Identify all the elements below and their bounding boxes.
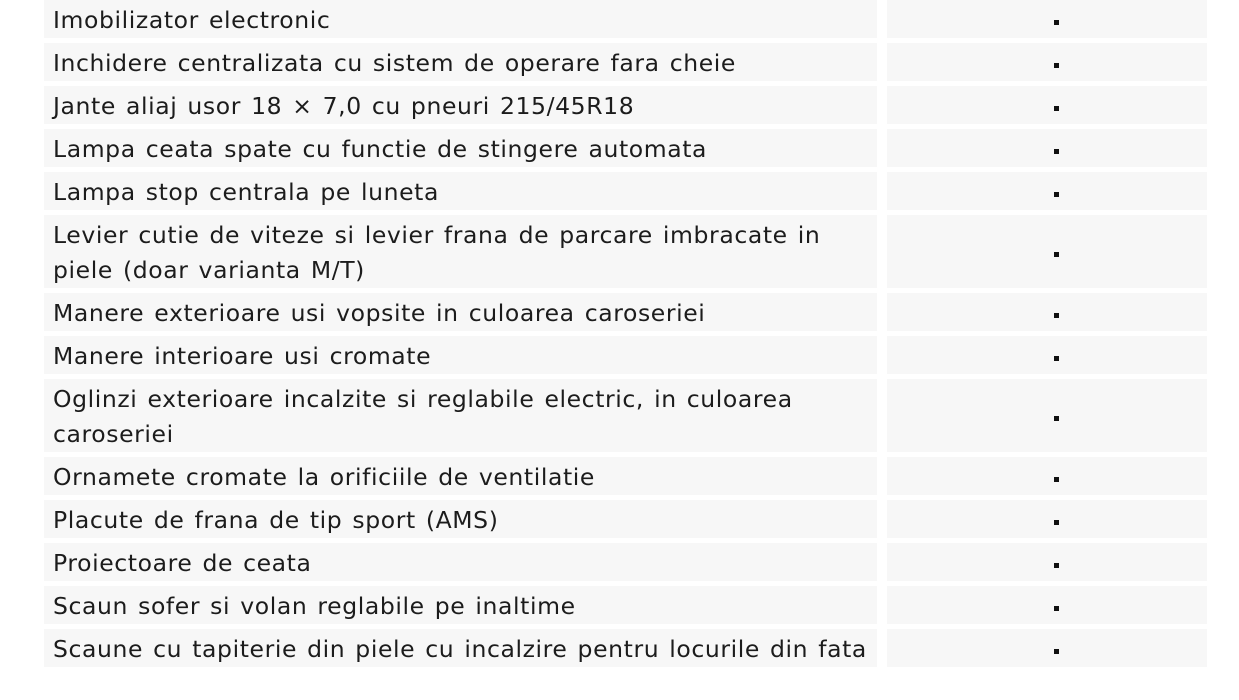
table-row — [44, 379, 1207, 452]
bullet-icon — [1054, 149, 1059, 154]
bullet-icon — [1054, 477, 1059, 482]
bullet-icon — [1054, 356, 1059, 361]
table-row — [44, 172, 1207, 210]
table-row — [44, 336, 1207, 374]
feature-name: Manere exterioare usi vopsite in culoarea caroseriei — [44, 293, 877, 331]
feature-name: Levier cutie de viteze si levier frana de parcare imbracate in piele (doar varianta M/T) — [44, 215, 877, 288]
availability-cell — [887, 336, 1207, 374]
feature-name: Lampa ceata spate cu functie de stingere automata — [44, 129, 877, 167]
availability-cell — [887, 129, 1207, 167]
table-row — [44, 500, 1207, 538]
bullet-icon — [1054, 106, 1059, 111]
table-row — [44, 293, 1207, 331]
feature-name: Proiectoare de ceata — [44, 543, 877, 581]
table-row — [44, 586, 1207, 624]
bullet-icon — [1054, 563, 1059, 568]
bullet-icon — [1054, 313, 1059, 318]
bullet-icon — [1054, 606, 1059, 611]
feature-name: Ornamete cromate la orificiile de ventilatie — [44, 457, 877, 495]
availability-cell — [887, 500, 1207, 538]
feature-name: Placute de frana de tip sport (AMS) — [44, 500, 877, 538]
equipment-table-body — [44, 0, 1207, 667]
feature-name: Manere interioare usi cromate — [44, 336, 877, 374]
bullet-icon — [1054, 252, 1059, 257]
table-row — [44, 129, 1207, 167]
feature-name: Imobilizator electronic — [44, 0, 877, 38]
availability-cell — [887, 172, 1207, 210]
table-row — [44, 629, 1207, 667]
bullet-icon — [1054, 416, 1059, 421]
bullet-icon — [1054, 649, 1059, 654]
bullet-icon — [1054, 20, 1059, 25]
bullet-icon — [1054, 63, 1059, 68]
table-row — [44, 457, 1207, 495]
availability-cell — [887, 86, 1207, 124]
table-row — [44, 86, 1207, 124]
table-row — [44, 543, 1207, 581]
feature-name: Inchidere centralizata cu sistem de operare fara cheie — [44, 43, 877, 81]
table-row — [44, 215, 1207, 288]
table-row — [44, 43, 1207, 81]
availability-cell — [887, 629, 1207, 667]
feature-name: Lampa stop centrala pe luneta — [44, 172, 877, 210]
availability-cell — [887, 43, 1207, 81]
availability-cell — [887, 586, 1207, 624]
bullet-icon — [1054, 520, 1059, 525]
equipment-table — [44, 0, 1207, 672]
feature-name: Oglinzi exterioare incalzite si reglabile electric, in culoarea caroseriei — [44, 379, 877, 452]
feature-name: Jante aliaj usor 18 × 7,0 cu pneuri 215/45R18 — [44, 86, 877, 124]
availability-cell — [887, 0, 1207, 38]
availability-cell — [887, 215, 1207, 288]
availability-cell — [887, 457, 1207, 495]
feature-name: Scaun sofer si volan reglabile pe inaltime — [44, 586, 877, 624]
availability-cell — [887, 543, 1207, 581]
availability-cell — [887, 293, 1207, 331]
bullet-icon — [1054, 192, 1059, 197]
feature-name: Scaune cu tapiterie din piele cu incalzire pentru locurile din fata — [44, 629, 877, 667]
availability-cell — [887, 379, 1207, 452]
table-row — [44, 0, 1207, 38]
